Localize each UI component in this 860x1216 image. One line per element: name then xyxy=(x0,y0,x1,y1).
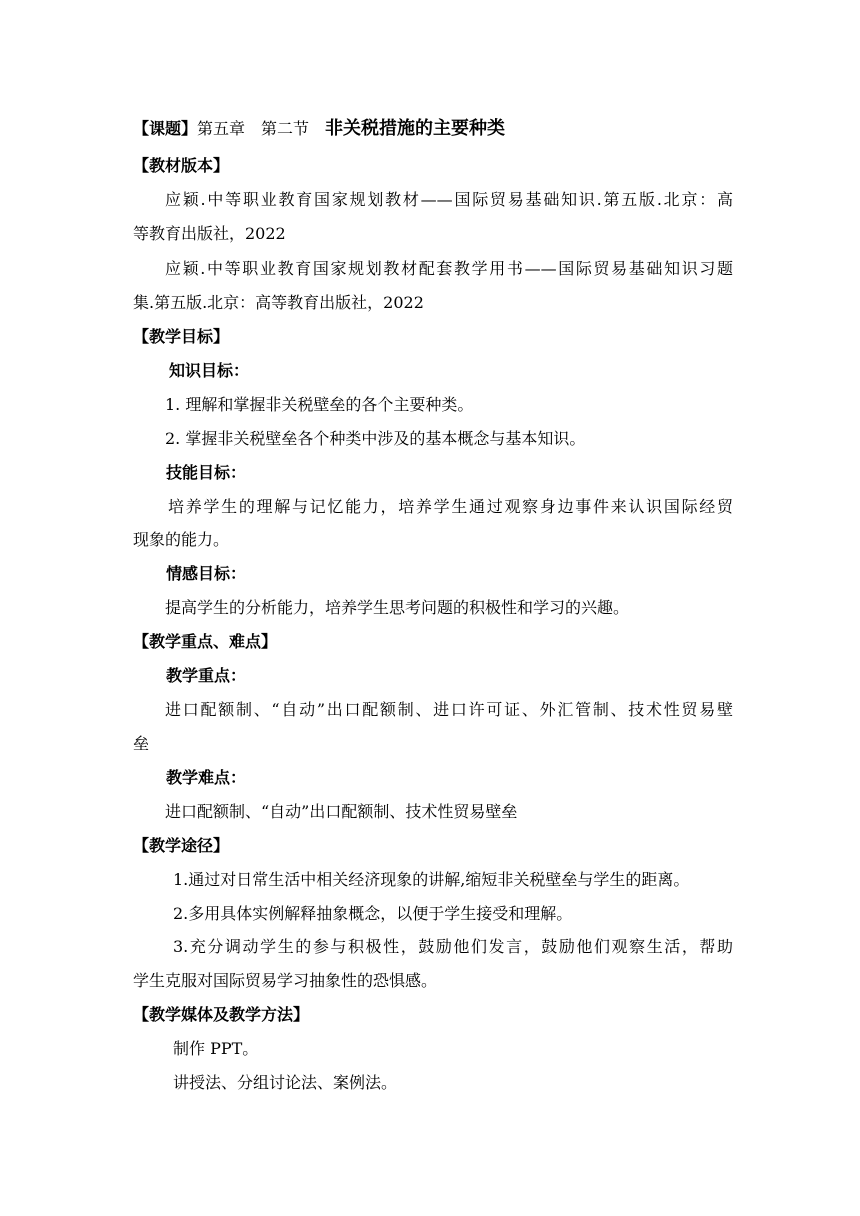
objectives-heading: 【教学目标】 xyxy=(133,327,230,346)
approach-item3-line2: 学生克服对国际贸易学习抽象性的恐惧感。 xyxy=(133,971,438,990)
lesson-section: 第二节 xyxy=(261,119,310,138)
emotion-objective-text: 提高学生的分析能力，培养学生思考问题的积极性和学习的兴趣。 xyxy=(165,598,630,617)
knowledge-objective-1: 1. 理解和掌握非关税壁垒的各个主要种类。 xyxy=(165,395,474,414)
skill-objective-line1: 培养学生的理解与记忆能力，培养学生通过观察身边事件来认识国际经贸 xyxy=(168,497,733,516)
difficulty-heading: 教学难点： xyxy=(166,768,247,787)
textbook-heading: 【教材版本】 xyxy=(133,156,230,175)
approach-heading: 【教学途径】 xyxy=(133,836,230,855)
skill-objective-line2: 现象的能力。 xyxy=(133,530,230,549)
focus-heading: 教学重点： xyxy=(166,666,247,685)
lesson-label: 【课题】 xyxy=(133,119,198,138)
approach-item1: 1.通过对日常生活中相关经济现象的讲解,缩短非关税壁垒与学生的距离。 xyxy=(173,870,690,889)
knowledge-objective-heading: 知识目标： xyxy=(169,361,250,380)
focus-line1: 进口配额制、“自动”出口配额制、进口许可证、外汇管制、技术性贸易壁 xyxy=(165,700,733,719)
media-heading: 【教学媒体及教学方法】 xyxy=(133,1005,310,1024)
focus-line2: 垒 xyxy=(133,734,150,753)
media-item2: 讲授法、分组讨论法、案例法。 xyxy=(173,1073,398,1092)
textbook-ref2-line2: 集.第五版.北京：高等教育出版社，2022 xyxy=(133,293,424,312)
textbook-ref1-line1: 应颖.中等职业教育国家规划教材——国际贸易基础知识.第五版.北京：高 xyxy=(165,190,733,209)
lesson-title: 非关税措施的主要种类 xyxy=(325,118,506,139)
approach-item2: 2.多用具体实例解释抽象概念，以便于学生接受和理解。 xyxy=(173,904,573,923)
textbook-ref1-line2: 等教育出版社，2022 xyxy=(133,224,286,243)
skill-objective-heading: 技能目标： xyxy=(166,463,247,482)
approach-item3-line1: 3.充分调动学生的参与积极性，鼓励他们发言，鼓励他们观察生活，帮助 xyxy=(173,937,733,956)
emotion-objective-heading: 情感目标： xyxy=(166,564,247,583)
key-points-heading: 【教学重点、难点】 xyxy=(133,632,278,651)
knowledge-objective-2: 2. 掌握非关税壁垒各个种类中涉及的基本概念与基本知识。 xyxy=(165,429,586,448)
lesson-chapter: 第五章 xyxy=(197,119,246,138)
lesson-title-line xyxy=(133,118,733,140)
difficulty-text: 进口配额制、“自动”出口配额制、技术性贸易壁垒 xyxy=(165,802,518,821)
media-item1: 制作 PPT。 xyxy=(173,1039,259,1058)
textbook-ref2-line1: 应颖.中等职业教育国家规划教材配套教学用书——国际贸易基础知识习题 xyxy=(165,259,733,278)
